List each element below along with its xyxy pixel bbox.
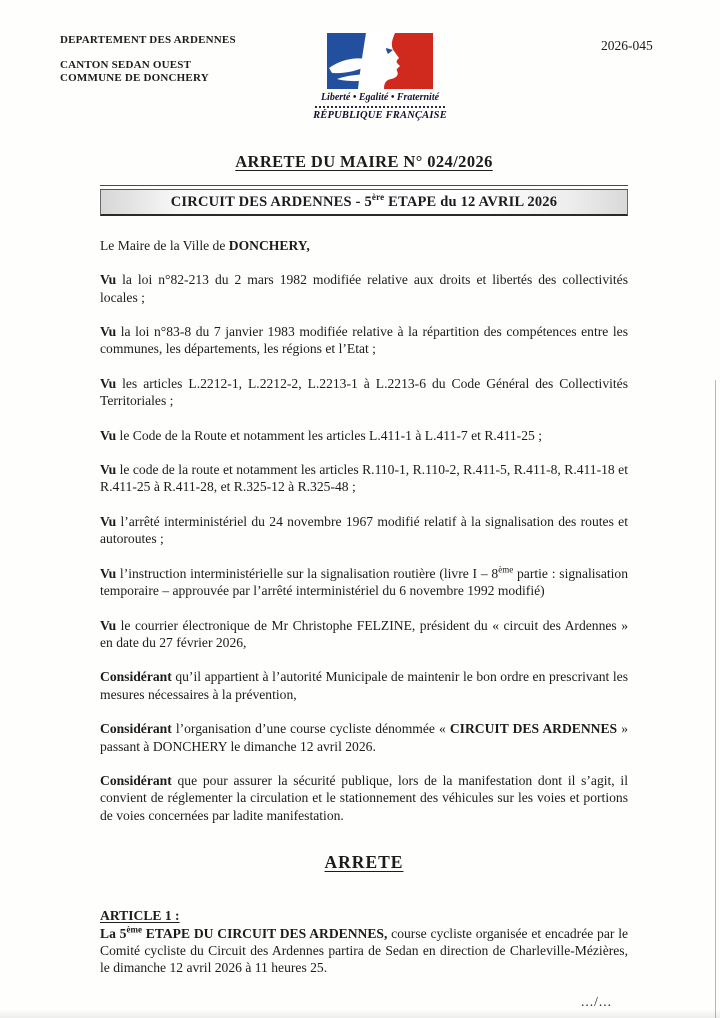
document-reference-number: 2026-045 [601,38,653,53]
text-segment: CIRCUIT DES ARDENNES [449,721,618,737]
text-segment: l’instruction interministérielle sur la signalisation routière (livre I – 8 [116,565,499,581]
text-segment: qu’il appartient à l’autorité Municipale de maintenir le bon ordre en prescrivant les mesures nécessaires à la prévention, [100,669,628,702]
paragraph [100,271,628,306]
text-segment: » passant à DONCHERY le dimanche 12 avril 2026. [100,721,628,754]
text-segment: ETAPE DU CIRCUIT DES ARDENNES, [141,925,388,941]
paragraph [100,237,628,254]
event-banner-text: CIRCUIT DES ARDENNES - 5ère ETAPE du 12 AVRIL 2026 [100,189,628,216]
paragraph [100,323,628,358]
article-1-heading: ARTICLE 1 : [100,908,180,924]
text-segment: Considérant [100,669,172,685]
text-segment: l’organisation d’une course cycliste dénommée « [171,721,450,737]
scan-bottom-shadow [0,1009,720,1018]
logo-republic-label: RÉPUBLIQUE FRANÇAISE [313,110,447,121]
text-segment: ème [498,564,514,575]
text-segment: la loi n°82-213 du 2 mars 1982 modifiée relative aux droits et libertés des collectivités locales ; [100,272,628,305]
text-segment: Vu [100,462,117,478]
text-segment: que pour assurer la sécurité publique, lors de la manifestation dont il s’agit, il convient de réglementer la circulation et le stationnement des véhicules sur les voies et portions de voies concernées par ladite manifestation. [100,772,628,823]
paragraph [100,668,628,703]
marianne-flag-icon [327,33,433,89]
article-1-text [100,925,628,977]
header-administrative-block [60,34,236,85]
text-segment: les articles L.2212-1, L.2212-2, L.2213-1 à L.2213-6 du Code Général des Collectivités Territoriales ; [100,375,628,409]
logo-motto: Liberté • Egalité • Fraternité [320,92,440,103]
recitals-section [100,237,628,824]
text-segment: le code de la route et notamment les articles R.110-1, R.110-2, R.411-5, R.411-8, R.411-18 et R.411-25 à R.411-28, et R.325-12 à R.325-48 ; [100,462,628,495]
text-segment: l’arrêté interministériel du 24 novembre 1967 modifié relatif à la signalisation des routes et autoroutes ; [100,513,628,547]
canton-line: CANTON SEDAN OUEST [60,59,192,71]
paragraph [100,375,628,410]
text-segment: le courrier électronique de Mr Christophe FELZINE, président du « circuit des Ardennes » en date du 27 février 2026, [100,617,628,650]
text-segment: Vu [100,617,117,633]
text-segment: La 5 [100,925,127,941]
article-1-section [100,907,628,977]
text-segment: Considérant [100,721,172,737]
page-continuation-mark: .../... [580,993,612,1009]
text-segment: DONCHERY, [228,237,310,253]
paragraph [100,565,628,600]
paragraph [100,720,628,755]
text-segment: la loi n°83-8 du 7 janvier 1983 modifiée relative à la répartition des compétences entre les communes, les départements, les régions et l’Etat ; [100,324,628,357]
document-body-column [100,152,628,1010]
text-segment: Vu [100,565,117,581]
scan-edge-line [715,380,716,1018]
commune-line: COMMUNE DE DONCHERY [60,72,209,84]
event-banner [100,185,628,216]
paragraph [100,513,628,548]
paragraph [100,461,628,496]
text-segment: Vu [100,427,117,443]
document-title: ARRETE DU MAIRE N° 024/2026 [235,152,493,171]
paragraph [100,772,628,824]
text-segment: Vu [100,324,117,340]
text-segment: ème [126,924,142,935]
paragraph [100,427,628,444]
text-segment: Vu [100,375,117,391]
departement-line: DEPARTEMENT DES ARDENNES [60,34,236,46]
text-segment: Considérant [100,772,172,788]
text-segment: Le Maire de la Ville de [100,237,229,253]
text-segment: course cycliste organisée et encadrée par le Comité cycliste du Circuit des Ardennes partira de Sedan en direction de Charleville-Mézières, le dimanche 12 avril 2026 à 11 heures 25. [100,925,629,976]
text-segment: Vu [100,272,117,288]
text-segment: Vu [100,513,117,529]
text-segment: partie : signalisation temporaire – approuvée par l’arrêté interministériel du 6 novembre 1992 modifié) [100,565,628,599]
paragraph [100,617,628,652]
logo-divider [315,106,445,108]
text-segment: le Code de la Route et notamment les articles L.411-1 à L.411-7 et R.411-25 ; [116,427,542,443]
republique-francaise-logo [313,33,447,121]
arrete-heading: ARRETE [324,852,404,873]
